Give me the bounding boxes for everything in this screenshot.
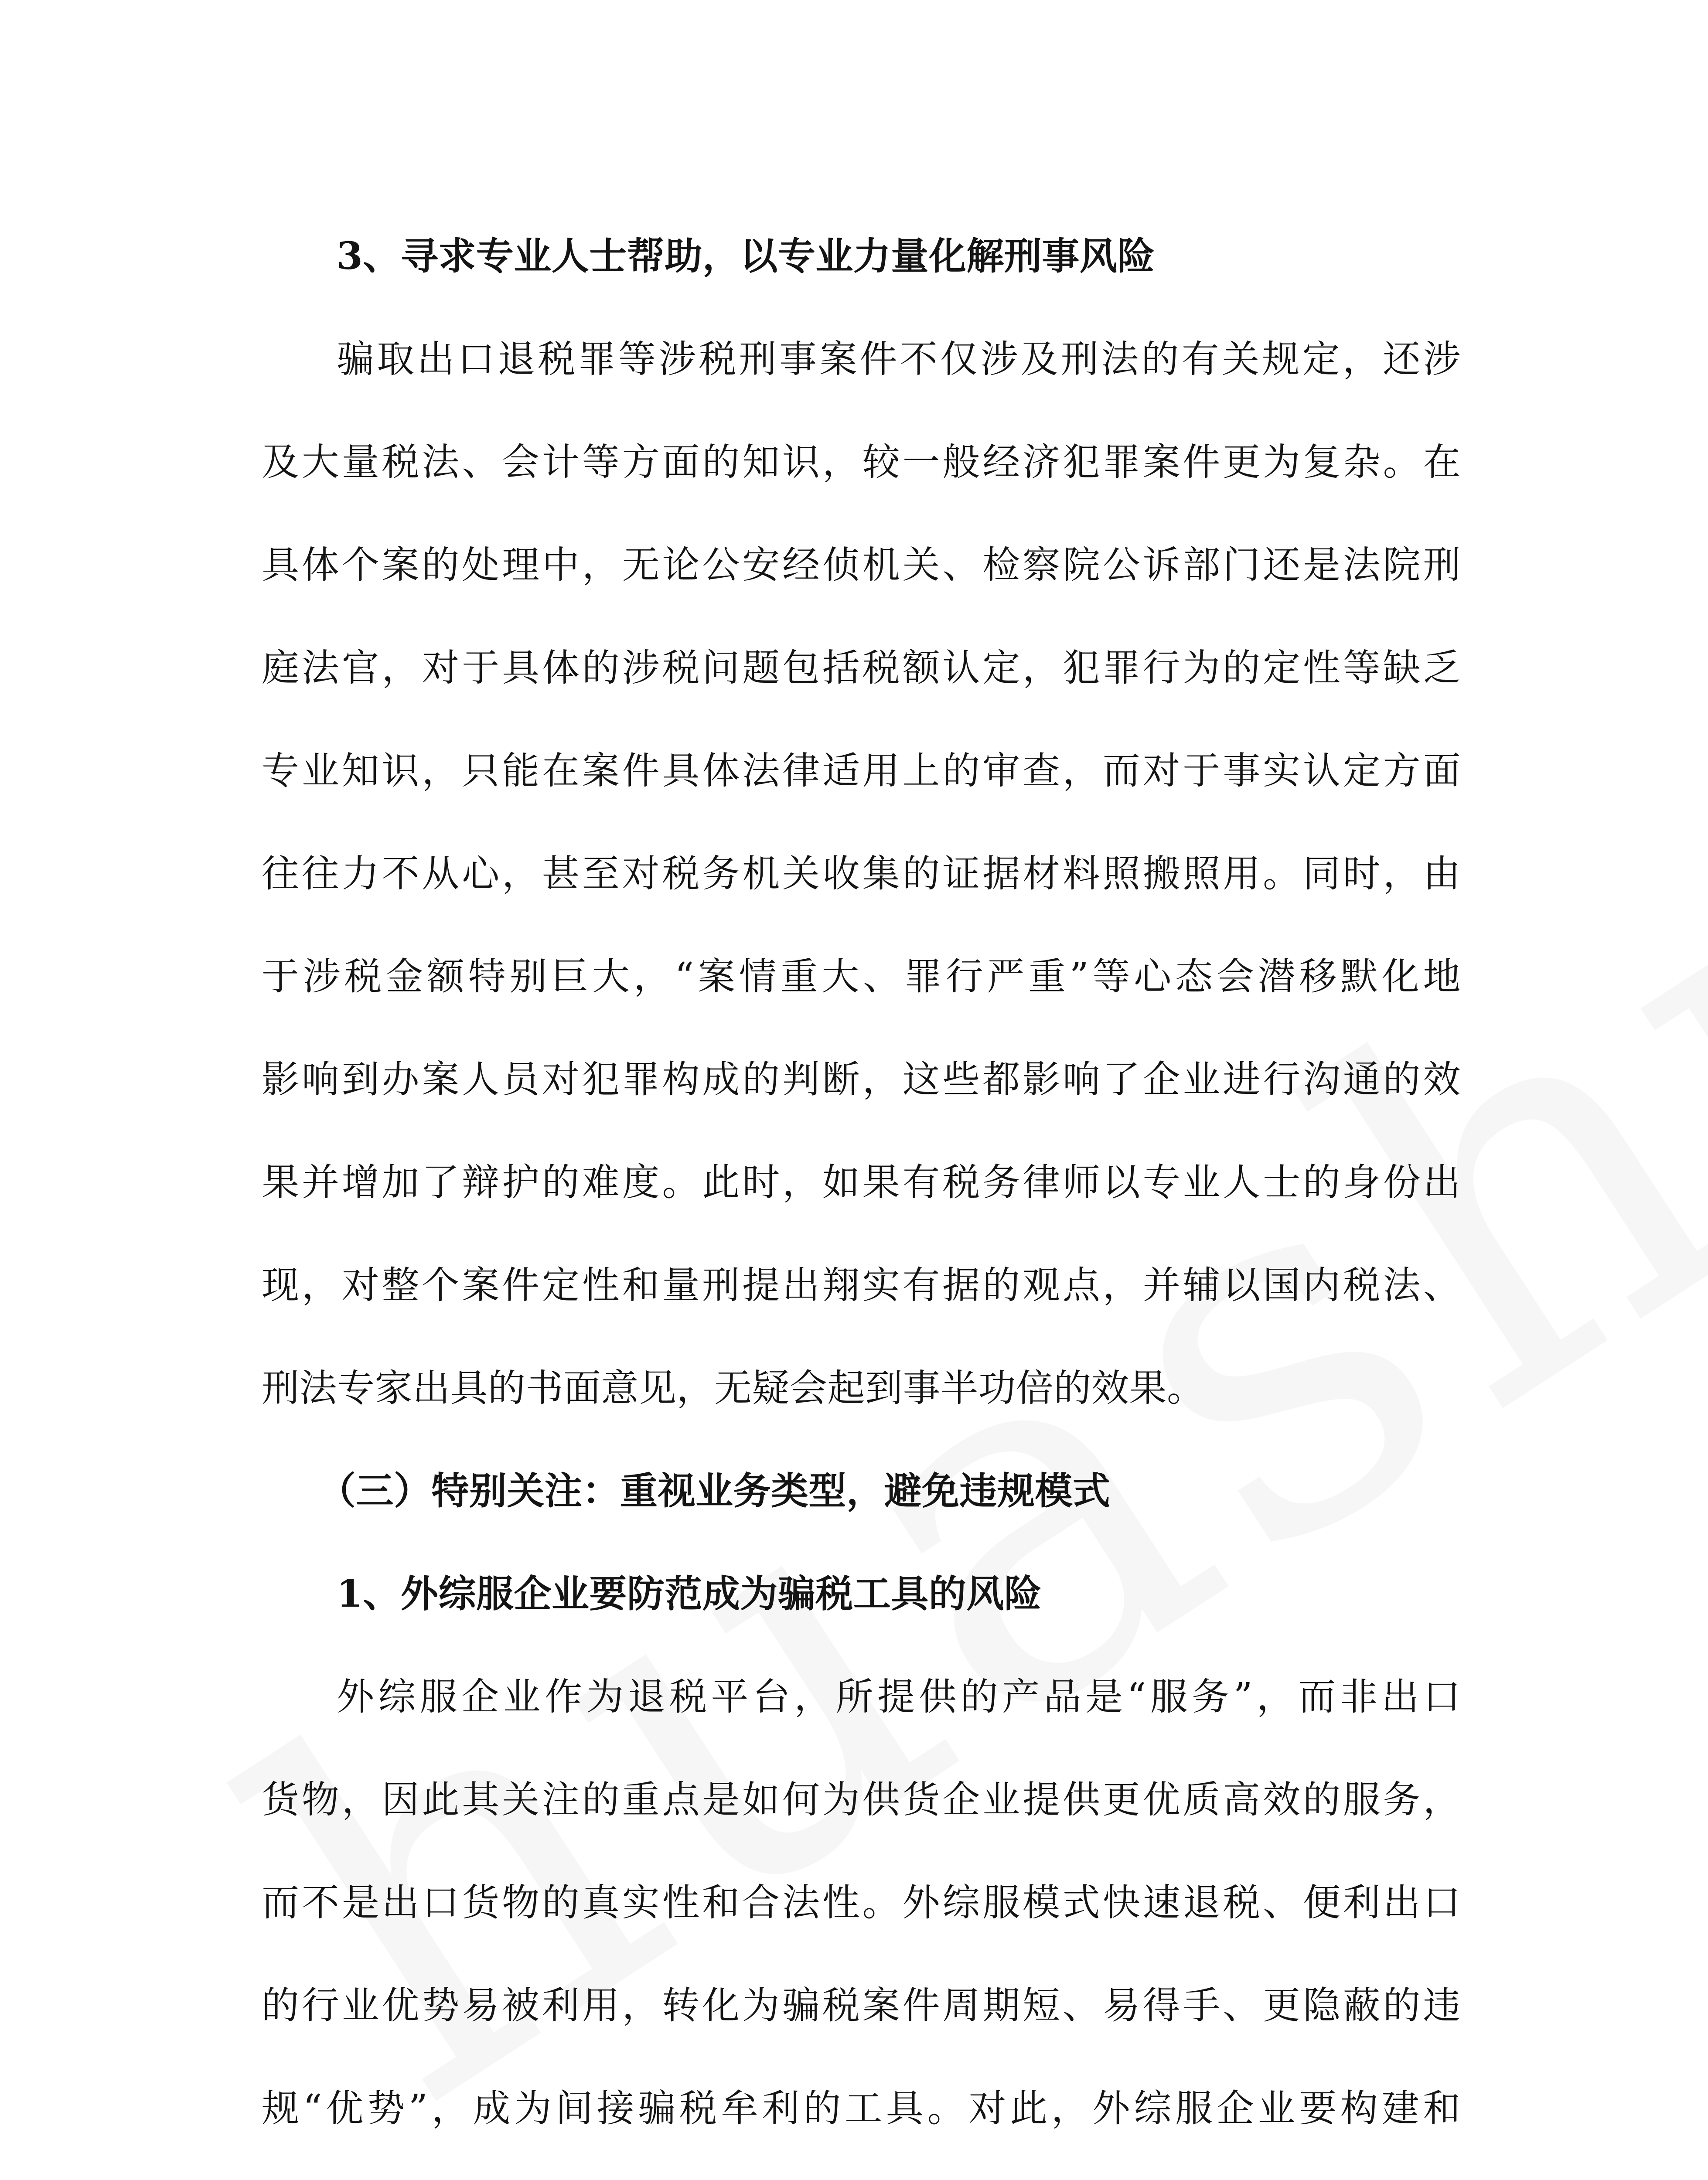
- paragraph-line: 骗取出口退税罪等涉税刑事案件不仅涉及刑法的有关规定，还涉: [337, 337, 1461, 381]
- paragraph-2: [262, 1645, 1461, 2180]
- paragraph-line: 庭法官，对于具体的涉税问题包括税额认定，犯罪行为的定性等缺乏: [262, 646, 1461, 690]
- paragraph-line: 而不是出口货物的真实性和合法性。外综服模式快速退税、便利出口: [262, 1881, 1461, 1925]
- document-body: [262, 205, 1461, 2180]
- paragraph-line: 现，对整个案件定性和量刑提出翔实有据的观点，并辅以国内税法、: [262, 1264, 1461, 1307]
- paragraph-line: 专业知识，只能在案件具体法律适用上的审查，而对于事实认定方面: [262, 749, 1461, 793]
- section-heading-1: 1、外综服企业要防范成为骗税工具的风险: [337, 1572, 1042, 1616]
- paragraph-line: 果并增加了辩护的难度。此时，如果有税务律师以专业人士的身份出: [262, 1161, 1461, 1204]
- paragraph-1: [262, 308, 1461, 1440]
- paragraph-line: 货物，因此其关注的重点是如何为供货企业提供更优质高效的服务，: [262, 1778, 1461, 1822]
- paragraph-line: [262, 2160, 1461, 2180]
- paragraph-line: 具体个案的处理中，无论公安经侦机关、检察院公诉部门还是法院刑: [262, 543, 1461, 587]
- paragraph-line: 规“优势”，成为间接骗税牟利的工具。对此，外综服企业要构建和: [262, 2087, 1461, 2130]
- paragraph-line: 及大量税法、会计等方面的知识，较一般经济犯罪案件更为复杂。在: [262, 440, 1461, 484]
- paragraph-line: 影响到办案人员对犯罪构成的判断，这些都影响了企业进行沟通的效: [262, 1058, 1461, 1101]
- paragraph-line: 刑法专家出具的书面意见，无疑会起到事半功倍的效果。: [262, 1366, 1205, 1410]
- paragraph-line: 的行业优势易被利用，转化为骗税案件周期短、易得手、更隐蔽的违: [262, 1984, 1461, 2027]
- section-heading-3: 3、寻求专业人士帮助，以专业力量化解刑事风险: [337, 234, 1155, 278]
- paragraph-line: 往往力不从心，甚至对税务机关收集的证据材料照搬照用。同时，由: [262, 852, 1461, 896]
- paragraph-line: 于涉税金额特别巨大，“案情重大、罪行严重”等心态会潜移默化地: [262, 955, 1461, 998]
- paragraph-line: 外综服企业作为退税平台，所提供的产品是“服务”，而非出口: [337, 1675, 1461, 1719]
- section-heading-3-sub: （三）特别关注：重视业务类型，避免违规模式: [318, 1469, 1111, 1513]
